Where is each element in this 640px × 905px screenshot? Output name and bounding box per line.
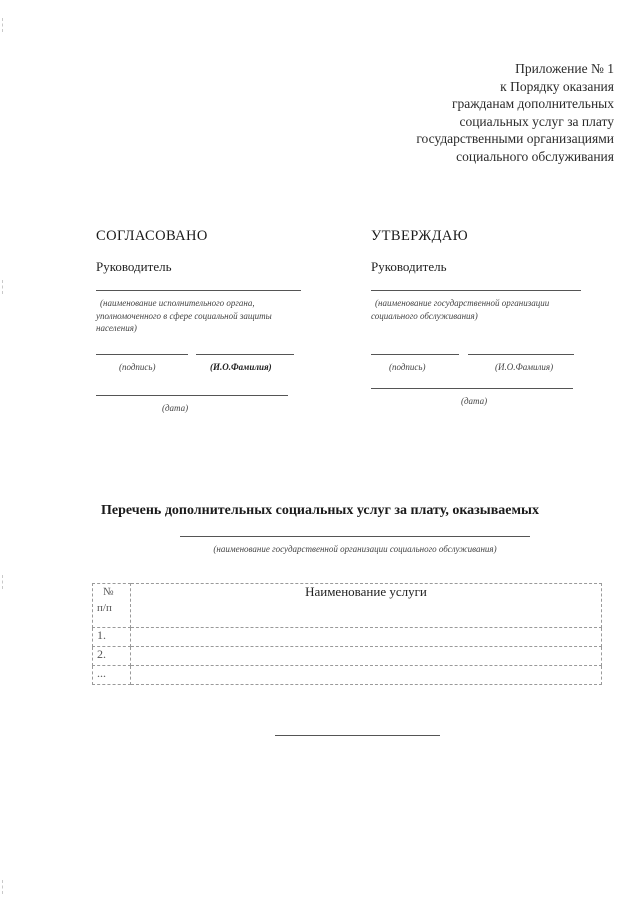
approved-name-line	[468, 354, 574, 355]
approved-org-hint: (наименование государственной организации социального обслуживания)	[371, 298, 550, 321]
table-row	[93, 647, 602, 666]
agreed-name-hint: (И.О.Фамилия)	[210, 362, 272, 372]
table-cell-num: 1.	[93, 628, 131, 647]
table-cell-name	[131, 628, 602, 647]
approved-signature-hint: (подпись)	[389, 362, 426, 372]
approved-name-hint: (И.О.Фамилия)	[495, 362, 554, 372]
table-header-row	[93, 584, 602, 628]
agreed-name-line	[196, 354, 294, 355]
agreed-heading: СОГЛАСОВАНО	[96, 228, 208, 244]
table-cell-num: 2.	[93, 647, 131, 666]
appendix-line: Приложение № 1	[515, 61, 614, 76]
appendix-line: государственными организациями	[416, 131, 614, 146]
scan-edge-mark	[2, 18, 5, 32]
services-table	[92, 583, 602, 685]
approved-date-hint: (дата)	[461, 396, 488, 406]
approved-role: Руководитель	[371, 259, 447, 274]
approved-signature-line	[371, 354, 459, 355]
agreed-signature-line	[96, 354, 188, 355]
table-header-name: Наименование услуги	[131, 584, 602, 628]
approved-heading: УТВЕРЖДАЮ	[371, 228, 469, 244]
appendix-block	[354, 60, 614, 165]
appendix-line: к Порядку оказания	[500, 78, 614, 94]
list-org-line	[180, 536, 530, 537]
appendix-line: гражданам дополнительных	[451, 96, 614, 111]
agreed-org-line	[96, 290, 301, 291]
table-header-num: № п/п	[93, 584, 131, 628]
appendix-line: социального обслуживания	[456, 148, 614, 164]
list-org-hint: (наименование государственной организации социального обслуживания)	[213, 544, 497, 554]
table-row	[93, 628, 602, 647]
table-cell-num: ...	[93, 666, 131, 685]
list-title: Перечень дополнительных социальных услуг за плату, оказываемых	[101, 503, 539, 518]
table-row	[93, 666, 602, 685]
agreed-date-hint: (дата)	[162, 403, 189, 413]
table-cell-name	[131, 666, 602, 685]
approved-org-line	[371, 290, 581, 291]
closing-separator-line	[275, 735, 440, 736]
approved-date-line	[371, 388, 573, 389]
table-cell-name	[131, 647, 602, 666]
agreed-org-hint: (наименование исполнительного органа, уполномоченного в сфере социальной защиты населения)	[96, 298, 272, 333]
scan-edge-mark	[2, 280, 5, 294]
agreed-date-line	[96, 395, 288, 396]
scan-edge-mark	[2, 575, 5, 589]
appendix-line: социальных услуг за плату	[459, 113, 614, 129]
scan-edge-mark	[2, 880, 5, 894]
agreed-role: Руководитель	[96, 259, 172, 274]
agreed-signature-hint: (подпись)	[119, 362, 156, 372]
